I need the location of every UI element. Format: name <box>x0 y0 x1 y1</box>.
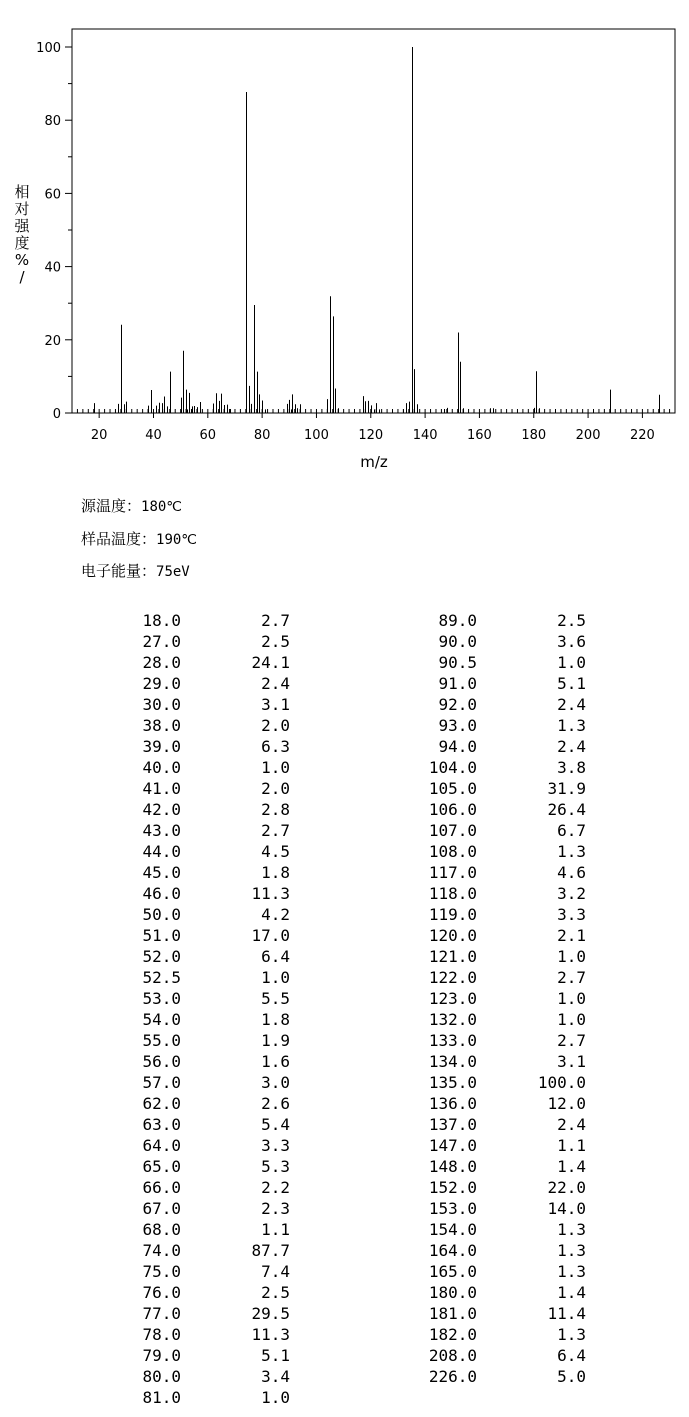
y-tick-label: 60 <box>44 187 61 203</box>
x-tick-label: 140 <box>412 428 438 443</box>
mz-value: 133.0 <box>428 1031 477 1050</box>
condition-line <box>81 562 190 581</box>
mass-spectrum-chart <box>0 0 689 480</box>
intensity-value: 5.4 <box>261 1115 290 1134</box>
intensity-value: 6.4 <box>557 1346 586 1365</box>
mz-value: 181.0 <box>428 1304 477 1323</box>
mz-value: 62.0 <box>142 1094 181 1113</box>
mz-value: 148.0 <box>428 1157 477 1176</box>
intensity-value: 1.4 <box>557 1157 586 1176</box>
intensity-value: 14.0 <box>547 1199 586 1218</box>
mz-value: 45.0 <box>142 863 181 882</box>
mz-value: 76.0 <box>142 1283 181 1302</box>
intensity-value: 5.0 <box>557 1367 586 1386</box>
intensity-value: 2.8 <box>261 800 290 819</box>
mz-value: 77.0 <box>142 1304 181 1323</box>
condition-label: 电子能量： <box>81 562 157 580</box>
x-tick-label: 40 <box>145 428 162 443</box>
intensity-value: 4.6 <box>557 863 586 882</box>
mz-value: 119.0 <box>428 905 477 924</box>
intensity-value: 1.3 <box>557 842 586 861</box>
intensity-value: 1.0 <box>557 653 586 672</box>
mz-value: 67.0 <box>142 1199 181 1218</box>
y-label-char: 度 <box>14 234 30 252</box>
condition-value: 75eV <box>156 564 190 580</box>
intensity-value: 26.4 <box>547 800 586 819</box>
intensity-value: 1.0 <box>557 1010 586 1029</box>
intensity-value: 2.7 <box>261 821 290 840</box>
intensity-value: 3.6 <box>557 632 586 651</box>
mz-value: 164.0 <box>428 1241 477 1260</box>
mz-value: 66.0 <box>142 1178 181 1197</box>
intensity-value: 11.3 <box>251 884 290 903</box>
intensity-value: 2.7 <box>557 1031 586 1050</box>
intensity-value: 29.5 <box>251 1304 290 1323</box>
mz-value: 147.0 <box>428 1136 477 1155</box>
intensity-value: 2.7 <box>557 968 586 987</box>
mz-value: 64.0 <box>142 1136 181 1155</box>
mz-value: 89.0 <box>438 611 477 630</box>
x-tick-label: 220 <box>629 428 655 443</box>
mz-value: 106.0 <box>428 800 477 819</box>
mz-value: 78.0 <box>142 1325 181 1344</box>
mz-value: 39.0 <box>142 737 181 756</box>
mz-value: 41.0 <box>142 779 181 798</box>
mz-value: 51.0 <box>142 926 181 945</box>
mz-value: 120.0 <box>428 926 477 945</box>
y-label-char: 对 <box>14 200 30 218</box>
mz-value: 54.0 <box>142 1010 181 1029</box>
x-tick-label: 80 <box>253 428 271 443</box>
intensity-value: 1.3 <box>557 716 586 735</box>
intensity-value: 2.2 <box>261 1178 290 1197</box>
intensity-value: 1.0 <box>261 1388 290 1407</box>
intensity-value: 2.6 <box>261 1094 290 1113</box>
mz-value: 132.0 <box>428 1010 477 1029</box>
x-tick-label: 180 <box>521 428 547 443</box>
mz-value: 44.0 <box>142 842 181 861</box>
mz-value: 90.5 <box>438 653 477 672</box>
mz-value: 208.0 <box>428 1346 477 1365</box>
mz-value: 40.0 <box>142 758 181 777</box>
mz-value: 134.0 <box>428 1052 477 1071</box>
mz-value: 81.0 <box>142 1388 181 1407</box>
x-tick-label: 120 <box>358 428 384 443</box>
y-tick-label: 80 <box>44 114 61 130</box>
intensity-value: 3.3 <box>261 1136 290 1155</box>
mz-value: 74.0 <box>142 1241 181 1260</box>
intensity-value: 3.8 <box>557 758 586 777</box>
y-label-char: 强 <box>14 217 30 235</box>
intensity-value: 3.1 <box>261 695 290 714</box>
intensity-value: 1.0 <box>557 947 586 966</box>
y-tick-label: 20 <box>44 333 61 349</box>
intensity-value: 1.3 <box>557 1241 586 1260</box>
y-tick-label: 0 <box>52 407 61 422</box>
intensity-value: 3.2 <box>557 884 586 903</box>
intensity-value: 6.4 <box>261 947 290 966</box>
mz-value: 154.0 <box>428 1220 477 1239</box>
y-label-char: 相 <box>14 183 30 201</box>
intensity-value: 1.3 <box>557 1220 586 1239</box>
intensity-value: 87.7 <box>251 1241 290 1260</box>
intensity-value: 100.0 <box>537 1073 586 1092</box>
intensity-value: 4.2 <box>261 905 290 924</box>
mz-value: 122.0 <box>428 968 477 987</box>
mz-value: 121.0 <box>428 947 477 966</box>
mz-value: 53.0 <box>142 989 181 1008</box>
intensity-value: 2.0 <box>261 779 290 798</box>
intensity-value: 5.1 <box>261 1346 290 1365</box>
x-tick-label: 100 <box>304 428 329 443</box>
intensity-value: 7.4 <box>261 1262 290 1281</box>
mz-value: 165.0 <box>428 1262 477 1281</box>
intensity-value: 5.5 <box>261 989 290 1008</box>
intensity-value: 1.4 <box>557 1283 586 1302</box>
intensity-value: 1.0 <box>261 758 290 777</box>
mz-value: 93.0 <box>438 716 477 735</box>
intensity-value: 3.4 <box>261 1367 290 1386</box>
intensity-value: 3.1 <box>557 1052 586 1071</box>
mz-value: 123.0 <box>428 989 477 1008</box>
mz-value: 30.0 <box>142 695 181 714</box>
condition-label: 源温度： <box>81 497 142 515</box>
mz-value: 80.0 <box>142 1367 181 1386</box>
mz-value: 104.0 <box>428 758 477 777</box>
y-minor-ticks <box>68 84 72 377</box>
intensity-value: 3.0 <box>261 1073 290 1092</box>
mz-value: 79.0 <box>142 1346 181 1365</box>
mz-value: 75.0 <box>142 1262 181 1281</box>
intensity-value: 2.4 <box>557 1115 586 1134</box>
mz-value: 117.0 <box>428 863 477 882</box>
mz-value: 108.0 <box>428 842 477 861</box>
x-tick-label: 60 <box>199 428 217 443</box>
intensity-value: 22.0 <box>547 1178 586 1197</box>
intensity-value: 6.7 <box>557 821 586 840</box>
mz-value: 135.0 <box>428 1073 477 1092</box>
mz-value: 63.0 <box>142 1115 181 1134</box>
intensity-value: 2.1 <box>557 926 586 945</box>
intensity-value: 6.3 <box>261 737 290 756</box>
intensity-value: 2.4 <box>557 695 586 714</box>
intensity-value: 1.0 <box>557 989 586 1008</box>
condition-value: 190℃ <box>156 532 198 548</box>
intensity-value: 4.5 <box>261 842 290 861</box>
mz-value: 105.0 <box>428 779 477 798</box>
mz-value: 18.0 <box>142 611 181 630</box>
mz-value: 28.0 <box>142 653 181 672</box>
mz-value: 43.0 <box>142 821 181 840</box>
intensity-value: 2.5 <box>261 632 290 651</box>
mz-value: 182.0 <box>428 1325 477 1344</box>
plot-frame <box>72 29 675 413</box>
intensity-value: 1.8 <box>261 863 290 882</box>
intensity-value: 1.8 <box>261 1010 290 1029</box>
mz-value: 90.0 <box>438 632 477 651</box>
condition-line <box>81 530 197 549</box>
mz-value: 136.0 <box>428 1094 477 1113</box>
intensity-value: 11.4 <box>547 1304 586 1323</box>
intensity-value: 2.5 <box>557 611 586 630</box>
mz-value: 68.0 <box>142 1220 181 1239</box>
intensity-value: 5.1 <box>557 674 586 693</box>
mz-value: 152.0 <box>428 1178 477 1197</box>
mz-value: 226.0 <box>428 1367 477 1386</box>
spectrum-peaks <box>95 47 660 413</box>
mz-value: 55.0 <box>142 1031 181 1050</box>
mz-value: 118.0 <box>428 884 477 903</box>
intensity-value: 3.3 <box>557 905 586 924</box>
mz-value: 56.0 <box>142 1052 181 1071</box>
mz-value: 65.0 <box>142 1157 181 1176</box>
y-label-char: % <box>14 251 30 269</box>
condition-value: 180℃ <box>141 499 183 515</box>
mz-value: 27.0 <box>142 632 181 651</box>
mz-value: 42.0 <box>142 800 181 819</box>
intensity-value: 31.9 <box>547 779 586 798</box>
x-tick-label: 200 <box>575 428 601 443</box>
intensity-value: 11.3 <box>251 1325 290 1344</box>
intensity-value: 5.3 <box>261 1157 290 1176</box>
x-axis-ticks <box>91 413 655 443</box>
intensity-value: 2.0 <box>261 716 290 735</box>
mz-value: 52.5 <box>142 968 181 987</box>
intensity-value: 24.1 <box>251 653 290 672</box>
intensity-value: 1.1 <box>261 1220 290 1239</box>
x-axis-label: m/z <box>360 453 388 471</box>
mz-value: 180.0 <box>428 1283 477 1302</box>
intensity-value: 1.1 <box>557 1136 586 1155</box>
intensity-value: 17.0 <box>251 926 290 945</box>
mz-value: 92.0 <box>438 695 477 714</box>
intensity-value: 2.4 <box>557 737 586 756</box>
condition-label: 样品温度： <box>81 530 157 548</box>
x-tick-label: 20 <box>90 428 108 443</box>
intensity-value: 1.3 <box>557 1325 586 1344</box>
intensity-value: 12.0 <box>547 1094 586 1113</box>
y-tick-label: 100 <box>36 41 61 56</box>
mz-value: 91.0 <box>438 674 477 693</box>
x-tick-label: 160 <box>467 428 492 443</box>
condition-line <box>81 497 182 516</box>
y-label-char: / <box>19 268 25 286</box>
mz-value: 94.0 <box>438 737 477 756</box>
mz-value: 57.0 <box>142 1073 181 1092</box>
mz-value: 52.0 <box>142 947 181 966</box>
mz-value: 153.0 <box>428 1199 477 1218</box>
intensity-value: 1.0 <box>261 968 290 987</box>
mz-value: 137.0 <box>428 1115 477 1134</box>
intensity-value: 2.3 <box>261 1199 290 1218</box>
intensity-value: 2.7 <box>261 611 290 630</box>
intensity-value: 1.6 <box>261 1052 290 1071</box>
intensity-value: 1.9 <box>261 1031 290 1050</box>
intensity-value: 1.3 <box>557 1262 586 1281</box>
y-tick-label: 40 <box>44 260 61 276</box>
mz-value: 50.0 <box>142 905 181 924</box>
mz-value: 46.0 <box>142 884 181 903</box>
mz-value: 29.0 <box>142 674 181 693</box>
intensity-value: 2.4 <box>261 674 290 693</box>
mz-value: 107.0 <box>428 821 477 840</box>
mz-value: 38.0 <box>142 716 181 735</box>
y-axis-label <box>14 183 30 286</box>
intensity-value: 2.5 <box>261 1283 290 1302</box>
y-axis-ticks <box>36 41 72 422</box>
